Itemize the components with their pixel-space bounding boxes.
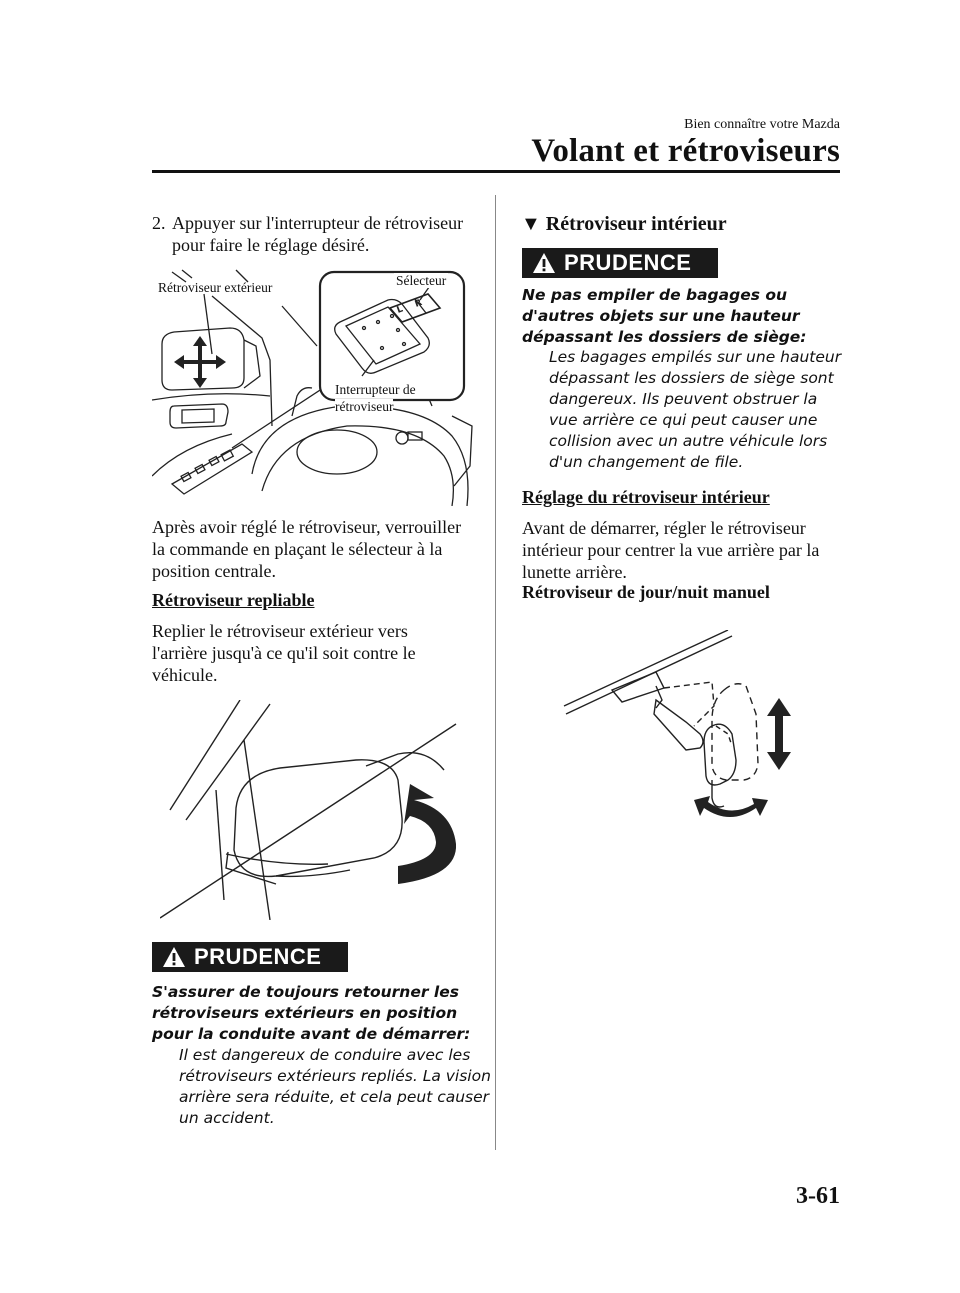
chapter-title: Bien connaître votre Mazda — [684, 117, 840, 132]
step-text: Appuyer sur l'interrupteur de rétroviseur pour faire le réglage désiré. — [172, 213, 464, 255]
caution-body-right: Les bagages empilés sur une hauteur dépassant les dossiers de siège sont dangereux. Ils peuvent obstruer la vue arrière ce qui peut causer une collision avec un autre véhicule lors d'un changement de file. — [549, 348, 842, 471]
mirror-switch-illustration — [152, 266, 482, 506]
interior-adjust-text: Avant de démarrer, régler le rétroviseur intérieur pour centrer la vue arrière par la lunette arrière. — [522, 518, 820, 582]
header-rule — [152, 170, 840, 173]
warning-triangle-icon — [532, 252, 556, 274]
folding-mirror-heading: Rétroviseur repliable — [152, 590, 315, 610]
folding-mirror-illustration — [160, 700, 460, 920]
caution-banner-right — [522, 248, 718, 278]
day-night-mirror-illustration — [560, 630, 810, 830]
interior-mirror-heading — [521, 213, 727, 236]
caution-label-right: PRUDENCE — [564, 250, 692, 275]
caution-banner-left — [152, 942, 348, 972]
svg-text:L: L — [395, 304, 405, 316]
figure-day-night-mirror — [560, 630, 810, 830]
label-outer-mirror: Rétroviseur extérieur — [158, 280, 273, 295]
step-2 — [152, 212, 482, 256]
section-title: Volant et rétroviseurs — [531, 133, 840, 169]
column-divider — [495, 195, 496, 1150]
adjust-arrows-icon — [174, 336, 226, 388]
heading-marker: ▼ — [521, 213, 541, 235]
fold-arrow-icon — [398, 784, 456, 884]
caution-label-left: PRUDENCE — [194, 944, 322, 969]
interior-adjust-heading: Réglage du rétroviseur intérieur — [522, 487, 770, 507]
figure-mirror-switch — [152, 266, 482, 506]
after-adjust-text: Après avoir réglé le rétroviseur, verrouiller la commande en plaçant le sélecteur à la position centrale. — [152, 517, 462, 581]
switch-inset — [320, 272, 464, 400]
tilt-arrow-icon — [694, 796, 768, 817]
label-switch-line2: rétroviseur — [335, 399, 394, 414]
label-switch-line1: Interrupteur de — [335, 382, 416, 397]
label-selector: Sélecteur — [396, 273, 447, 288]
folding-mirror-text: Replier le rétroviseur extérieur vers l'arrière jusqu'à ce qu'il soit contre le véhicule. — [152, 621, 416, 685]
warning-triangle-icon — [162, 946, 186, 968]
heading-text: Rétroviseur intérieur — [545, 213, 727, 235]
up-down-arrow-icon — [767, 698, 791, 770]
page-number: 3-61 — [796, 1183, 840, 1209]
caution-bold-right: Ne pas empiler de bagages ou d'autres objets sur une hauteur dépassant les dossiers de siège: — [522, 286, 807, 346]
step-number: 2. — [152, 213, 166, 233]
figure-folding-mirror — [160, 700, 460, 920]
day-night-label: Rétroviseur de jour/nuit manuel — [522, 582, 770, 602]
svg-text:R: R — [413, 298, 424, 310]
caution-body-left: Il est dangereux de conduire avec les rétroviseurs extérieurs repliés. La vision arrière sera réduite, et cela peut causer un accident. — [179, 1046, 491, 1127]
caution-bold-left: S'assurer de toujours retourner les rétroviseurs extérieurs en position pour la conduite avant de démarrer: — [152, 983, 471, 1043]
